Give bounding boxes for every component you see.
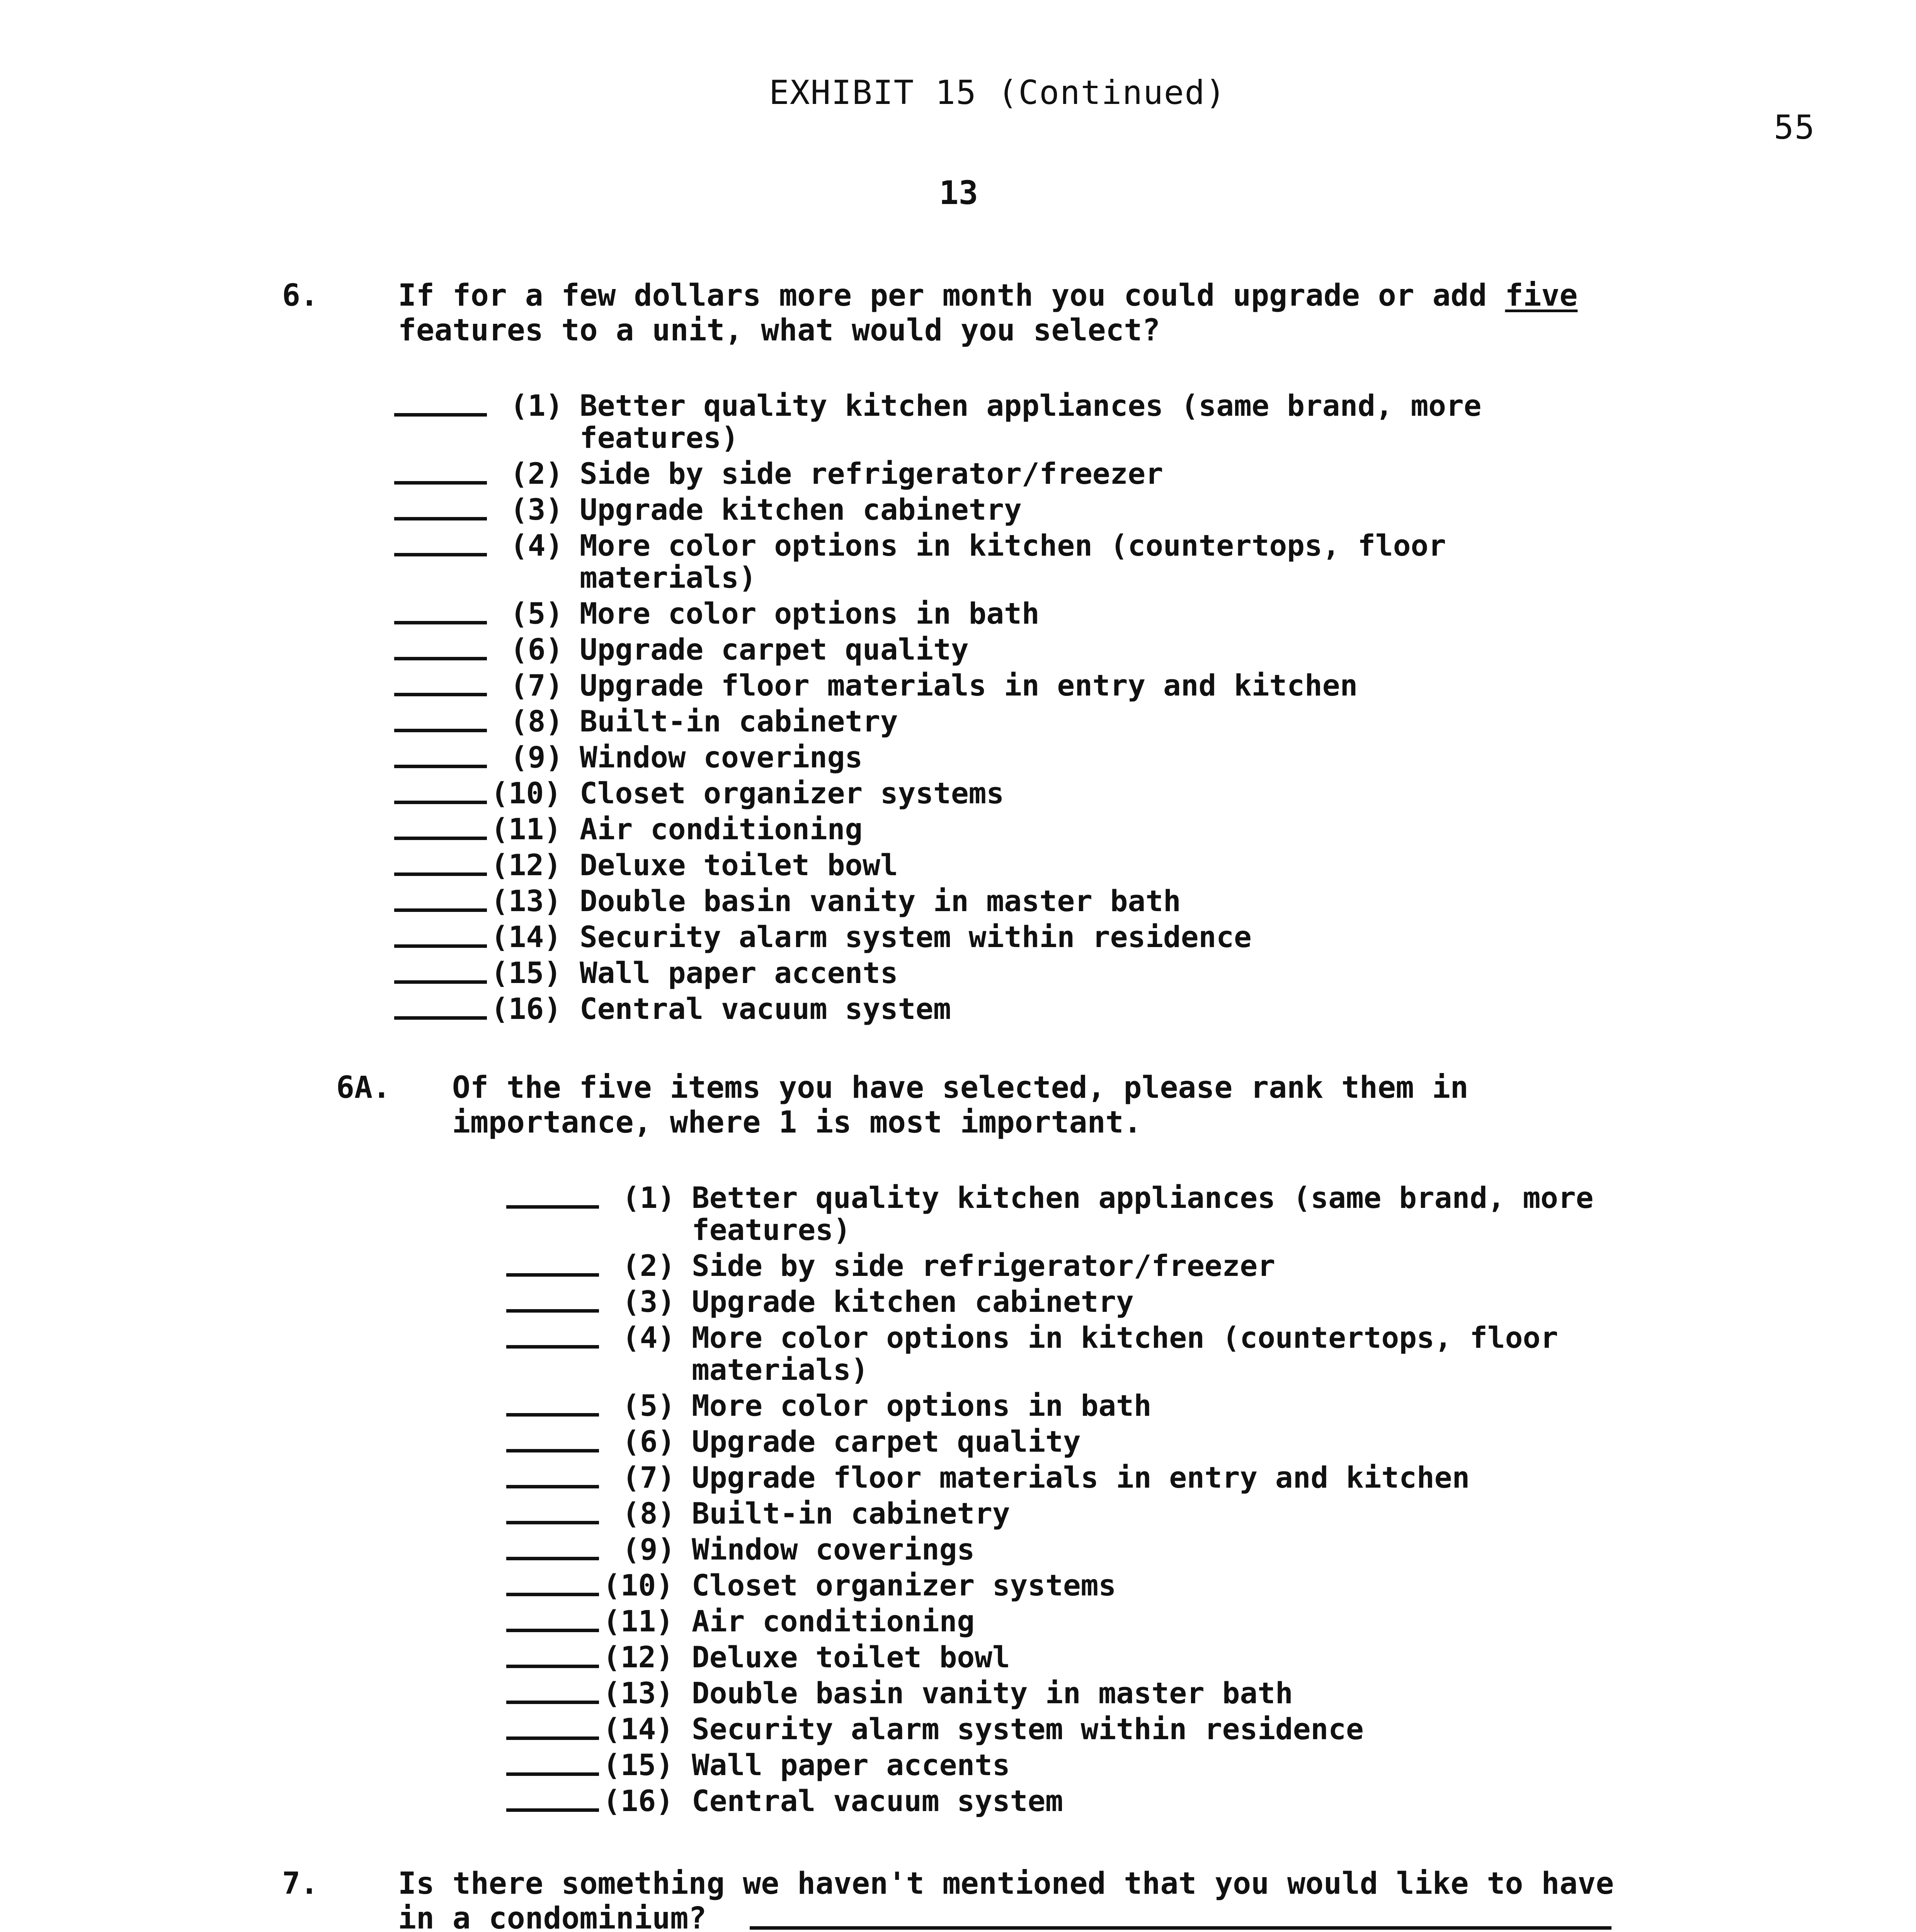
option-label: Side by side refrigerator/freezer [580, 456, 1163, 491]
q6-option-3 [394, 492, 1708, 529]
option-label: Air conditioning [580, 812, 863, 846]
q6a-option-13-answer-blank[interactable] [506, 1701, 599, 1704]
q6-text-line2: features to a unit, what would you select? [398, 313, 1160, 348]
option-label: Upgrade kitchen cabinetry [580, 492, 1022, 527]
option-number: (15) [603, 1748, 674, 1782]
q6a-option-11-answer-blank[interactable] [506, 1629, 599, 1632]
q6a-option-1-continuation: features) [692, 1213, 851, 1247]
option-label: Central vacuum system [692, 1784, 1063, 1818]
q6a-option-2-answer-blank[interactable] [506, 1273, 599, 1277]
q7-text-line1: Is there something we haven't mentioned that you would like to have [398, 1866, 1614, 1901]
q6-option-7 [394, 668, 1708, 704]
q6a-option-1 [506, 1180, 1820, 1217]
q6a-option-2 [506, 1248, 1820, 1285]
option-label: Wall paper accents [580, 956, 898, 990]
option-label: More color options in kitchen (countertops, floor [580, 528, 1446, 563]
option-label: Closet organizer systems [692, 1568, 1116, 1602]
option-number: (4) [510, 528, 563, 563]
q6-option-5-answer-blank[interactable] [394, 621, 487, 624]
option-label: Upgrade floor materials in entry and kitchen [692, 1460, 1470, 1495]
q6-option-16 [394, 992, 1708, 1028]
q6-option-15 [394, 956, 1708, 992]
q6a-option-5-answer-blank[interactable] [506, 1413, 599, 1417]
option-label: Better quality kitchen appliances (same brand, more [580, 388, 1482, 423]
q6a-option-3 [506, 1284, 1820, 1321]
q7-answer-line-1[interactable] [750, 1926, 1611, 1930]
q6a-option-10-answer-blank[interactable] [506, 1593, 599, 1596]
option-number: (2) [622, 1248, 676, 1283]
option-label: Deluxe toilet bowl [692, 1640, 1010, 1674]
q6a-option-5 [506, 1388, 1820, 1425]
section-number: 13 [939, 174, 978, 212]
q6-option-14 [394, 920, 1708, 956]
q6-option-5 [394, 596, 1708, 633]
q6-option-1-answer-blank[interactable] [394, 413, 487, 417]
option-label: More color options in bath [692, 1388, 1152, 1423]
q6-option-4 [394, 528, 1708, 565]
q6a-option-15 [506, 1748, 1820, 1784]
option-number: (13) [603, 1676, 674, 1710]
q6a-option-11 [506, 1604, 1820, 1640]
option-number: (15) [491, 956, 562, 990]
option-number: (6) [510, 632, 563, 667]
q6-option-1 [394, 388, 1708, 425]
q6a-option-8 [506, 1496, 1820, 1532]
q6a-option-9-answer-blank[interactable] [506, 1557, 599, 1560]
q6a-number: 6A. [336, 1070, 391, 1105]
option-number: (3) [510, 492, 563, 527]
q6-option-8-answer-blank[interactable] [394, 729, 487, 732]
q6a-option-4-continuation: materials) [692, 1352, 869, 1387]
option-number: (16) [491, 992, 562, 1026]
q6a-text-line1: Of the five items you have selected, please rank them in [452, 1070, 1468, 1105]
q6a-option-15-answer-blank[interactable] [506, 1772, 599, 1776]
q6a-option-3-answer-blank[interactable] [506, 1309, 599, 1313]
option-number: (10) [603, 1568, 674, 1602]
option-number: (12) [603, 1640, 674, 1674]
option-number: (1) [510, 388, 563, 423]
option-number: (11) [603, 1604, 674, 1638]
q6a-option-7-answer-blank[interactable] [506, 1485, 599, 1488]
option-number: (11) [491, 812, 562, 846]
q6-text-part1: If for a few dollars more per month you could upgrade or add [398, 278, 1505, 313]
q6-option-6-answer-blank[interactable] [394, 657, 487, 660]
q6a-option-6-answer-blank[interactable] [506, 1449, 599, 1452]
q6-option-2 [394, 456, 1708, 493]
q7-text-line2: in a condominium? [398, 1901, 707, 1932]
q6a-option-14-answer-blank[interactable] [506, 1736, 599, 1740]
q6-option-4-answer-blank[interactable] [394, 553, 487, 556]
option-number: (13) [491, 884, 562, 918]
q6-option-7-answer-blank[interactable] [394, 693, 487, 696]
option-number: (14) [603, 1712, 674, 1746]
q6-option-12-answer-blank[interactable] [394, 872, 487, 876]
option-label: Built-in cabinetry [692, 1496, 1010, 1531]
q6a-option-1-answer-blank[interactable] [506, 1205, 599, 1209]
option-label: Double basin vanity in master bath [692, 1676, 1293, 1710]
q6-text-emphasis: five [1505, 278, 1578, 313]
option-number: (14) [491, 920, 562, 954]
q6a-option-4-answer-blank[interactable] [506, 1345, 599, 1349]
q6a-option-10 [506, 1568, 1820, 1604]
option-number: (12) [491, 848, 562, 882]
option-number: (6) [622, 1424, 676, 1459]
option-label: Better quality kitchen appliances (same brand, more [692, 1180, 1594, 1215]
q6-option-10-answer-blank[interactable] [394, 801, 487, 804]
q7-number: 7. [282, 1866, 318, 1901]
option-number: (5) [510, 596, 563, 631]
option-label: Double basin vanity in master bath [580, 884, 1181, 918]
q6a-option-6 [506, 1424, 1820, 1461]
option-label: More color options in bath [580, 596, 1040, 631]
q6-option-11 [394, 812, 1708, 848]
q6a-option-9 [506, 1532, 1820, 1568]
q6a-option-12 [506, 1640, 1820, 1676]
option-label: Deluxe toilet bowl [580, 848, 898, 882]
q6a-option-14 [506, 1712, 1820, 1748]
option-number: (8) [622, 1496, 676, 1531]
option-label: Central vacuum system [580, 992, 951, 1026]
option-number: (3) [622, 1284, 676, 1319]
q6-option-14-answer-blank[interactable] [394, 944, 487, 948]
option-label: Air conditioning [692, 1604, 975, 1638]
option-label: Upgrade kitchen cabinetry [692, 1284, 1134, 1319]
option-number: (9) [622, 1532, 676, 1566]
option-label: Upgrade floor materials in entry and kitchen [580, 668, 1358, 702]
exhibit-title: EXHIBIT 15 (Continued) [769, 73, 1227, 112]
page-number: 55 [1774, 108, 1816, 147]
q6a-option-16 [506, 1784, 1820, 1820]
option-number: (8) [510, 704, 563, 738]
q6-option-16-answer-blank[interactable] [394, 1016, 487, 1020]
q6a-option-12-answer-blank[interactable] [506, 1665, 599, 1668]
option-label: Wall paper accents [692, 1748, 1010, 1782]
q6-option-11-answer-blank[interactable] [394, 837, 487, 840]
q6-option-9-answer-blank[interactable] [394, 765, 487, 768]
option-label: Security alarm system within residence [580, 920, 1252, 954]
q6a-option-7 [506, 1460, 1820, 1497]
option-label: Security alarm system within residence [692, 1712, 1364, 1746]
q6-option-2-answer-blank[interactable] [394, 481, 487, 485]
option-number: (9) [510, 740, 563, 774]
q6a-option-8-answer-blank[interactable] [506, 1521, 599, 1524]
option-number: (7) [622, 1460, 676, 1495]
option-label: Built-in cabinetry [580, 704, 898, 738]
option-number: (7) [510, 668, 563, 702]
q6-option-4-continuation: materials) [580, 560, 757, 595]
option-number: (2) [510, 456, 563, 491]
q6-text-line1 [398, 278, 1577, 313]
q6-option-13-answer-blank[interactable] [394, 908, 487, 912]
q6a-option-4 [506, 1320, 1820, 1357]
option-label: Upgrade carpet quality [580, 632, 969, 667]
q6-option-3-answer-blank[interactable] [394, 517, 487, 520]
q6-number: 6. [282, 278, 318, 313]
option-number: (4) [622, 1320, 676, 1355]
option-label: Side by side refrigerator/freezer [692, 1248, 1275, 1283]
option-number: (16) [603, 1784, 674, 1818]
option-label: Window coverings [580, 740, 863, 774]
q6a-text-line2: importance, where 1 is most important. [452, 1105, 1142, 1140]
q6-option-9 [394, 740, 1708, 776]
option-number: (5) [622, 1388, 676, 1423]
q6-option-1-continuation: features) [580, 420, 739, 455]
q6-option-15-answer-blank[interactable] [394, 980, 487, 984]
option-label: Upgrade carpet quality [692, 1424, 1081, 1459]
q6-option-10 [394, 776, 1708, 812]
q6a-option-16-answer-blank[interactable] [506, 1808, 599, 1812]
q6-option-8 [394, 704, 1708, 740]
option-number: (1) [622, 1180, 676, 1215]
q6-option-13 [394, 884, 1708, 920]
q6-option-6 [394, 632, 1708, 668]
q6a-option-13 [506, 1676, 1820, 1712]
option-label: More color options in kitchen (countertops, floor [692, 1320, 1559, 1355]
q6-option-12 [394, 848, 1708, 884]
option-label: Window coverings [692, 1532, 975, 1566]
option-label: Closet organizer systems [580, 776, 1004, 810]
option-number: (10) [491, 776, 562, 810]
